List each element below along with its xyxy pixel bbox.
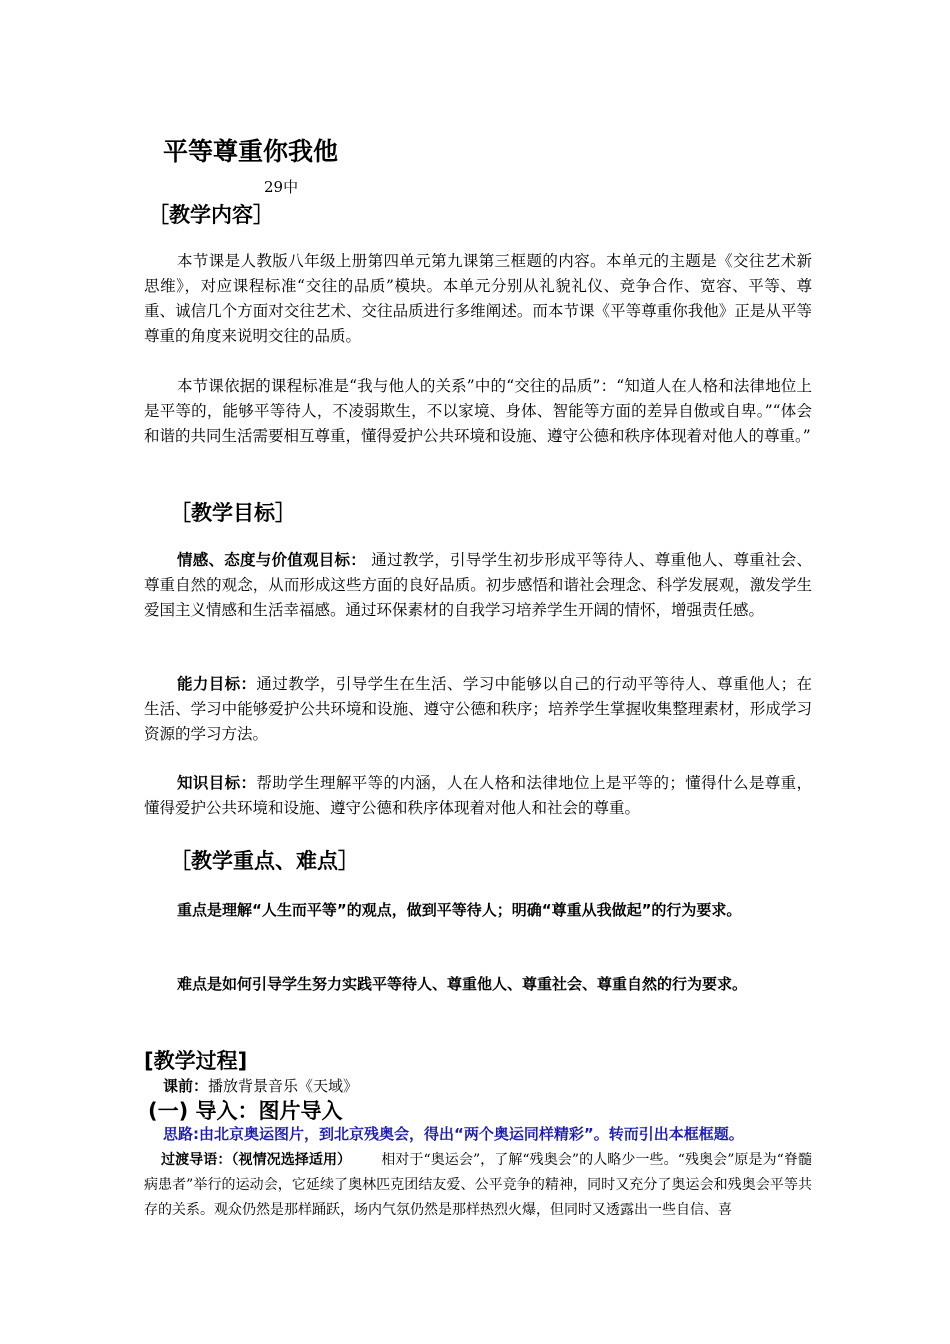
ability-goal-paragraph (144, 672, 812, 747)
transition-text: 相对于“奥运会”，了解“残奥会”的人略少一些。“残奥会”原是为“脊髓病患者”举行的运动会，它延续了奥林匹克团结友爱、公平竞争的精神，同时又充分了奥运会和残奥会平等共存的关系。观众仍然是那样踊跃，场内气氛仍然是那样热烈火爆，但同时又透露出一些自信、喜 (144, 1152, 812, 1218)
school-label: 29中 (264, 178, 299, 196)
pre-class-label: 课前： (163, 1077, 209, 1095)
knowledge-goal-label: 知识目标： (177, 774, 257, 792)
transition-paragraph (144, 1148, 812, 1223)
content-heading: ［教学内容］ (148, 203, 274, 227)
pre-class-text: 播放背景音乐《天域》 (208, 1077, 359, 1095)
document-title: 平等尊重你我他 (163, 137, 339, 166)
transition-label: 过渡导语：（视情况选择适用） (161, 1152, 352, 1168)
content-paragraph-1: 本节课是人教版八年级上册第四单元第九课第三框题的内容。本单元的主题是《交往艺术新思维》，对应课程标准“交往的品质”模块。本单元分别从礼貌礼仪、竞争合作、宽容、平等、尊重、诚信几个方面对交往艺术、交往品质进行多维阐述。而本节课《平等尊重你我他》正是从平等尊重的角度来说明交往的品质。 (144, 252, 812, 345)
intro-heading: (一) 导入：图片导入 (148, 1099, 343, 1123)
process-heading: [教学过程] (144, 1049, 248, 1073)
key-point-text: 重点是理解“人生而平等”的观点，做到平等待人；明确“尊重从我做起”的行为要求。 (177, 901, 742, 919)
emotion-goal-text: 通过教学，引导学生初步形成平等待人、尊重他人、尊重社会、尊重自然的观念，从而形成这些方面的良好品质。初步感悟和谐社会理念、科学发展观，激发学生爱国主义情感和生活幸福感。通过环保素材的自我学习培养学生开阔的情怀，增强责任感。 (144, 551, 812, 619)
ability-goal-text: 通过教学，引导学生在生活、学习中能够以自己的行动平等待人、尊重他人；在生活、学习中能够爱护公共环境和设施、遵守公德和秩序；培养学生掌握收集整理素材，形成学习资源的学习方法。 (144, 675, 812, 743)
intro-thought: 思路:由北京奥运图片，到北京残奥会，得出“两个奥运同样精彩”。转而引出本框框题。 (163, 1125, 744, 1143)
ability-goal-label: 能力目标： (177, 675, 257, 693)
knowledge-goal-text: 帮助学生理解平等的内涵，人在人格和法律地位上是平等的；懂得什么是尊重，懂得爱护公共环境和设施、遵守公德和秩序体现着对他人和社会的尊重。 (144, 774, 812, 817)
content-paragraph-2: 本节课依据的课程标准是“我与他人的关系”中的“交往的品质”：“知道人在人格和法律地位上是平等的，能够平等待人，不凌弱欺生，不以家境、身体、智能等方面的差异自傲或自卑。”“体会和谐的共同生活需要相互尊重，懂得爱护公共环境和设施、遵守公德和秩序体现着对他人的尊重。” (144, 377, 812, 445)
goals-heading: ［教学目标］ (170, 501, 296, 525)
emotion-goal-paragraph (144, 548, 812, 623)
difficult-point-text: 难点是如何引导学生努力实践平等待人、尊重他人、尊重社会、尊重自然的行为要求。 (177, 975, 748, 993)
pre-class-line (163, 1075, 358, 1096)
emotion-goal-label: 情感、态度与价值观目标： (177, 551, 367, 569)
knowledge-goal-paragraph (144, 771, 812, 821)
key-points-heading: ［教学重点、难点］ (170, 849, 359, 873)
